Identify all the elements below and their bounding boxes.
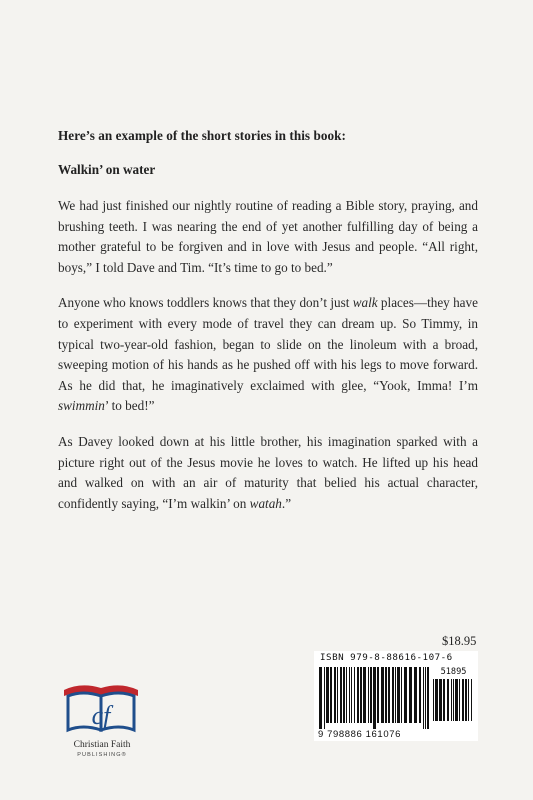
excerpt-block [58,128,478,529]
main-barcode-icon [318,667,430,729]
p3-italic-watah: watah [249,495,282,511]
barcode-block [314,651,478,741]
p3-text-a: As Davey looked down at his little brother, his imagination sparked with a picture right out of the Jesus movie he loves to watch. He lifted up his head and walked on with an air of maturity that belied his actual character, confidently saying, “I’m walkin’ on [58,433,478,511]
price-label: $18.95 [442,634,477,648]
p2-italic-walk: walk [352,295,378,311]
supplement-code: 51895 [440,667,467,677]
logo-letters: cf [91,701,111,730]
supplement-barcode-icon [432,679,475,739]
p2-text-a: Anyone who knows toddlers knows that they don’t just [58,295,353,311]
story-paragraph-3 [58,432,478,514]
p2-text-e: ’ to bed!” [104,398,155,414]
barcode-number: 9 798886 161076 [318,729,401,740]
publisher-subtitle: PUBLISHING® [77,752,127,758]
story-paragraph-2 [58,293,478,417]
p2-text-c: places—they have to experiment with every mode of travel they can dream up. So Timmy, in typical two-year-old fashion, began to slide on the linoleum with a broad, sweeping motion of his hands as he pushed off with his legs to move forward. As he did that, he imaginatively exclaimed with glee, “Yook, Imma! I’m [58,295,478,393]
story-title: Walkin’ on water [58,162,156,177]
publisher-name: Christian Faith [73,740,131,750]
story-paragraph-1: We had just finished our nightly routine of reading a Bible story, praying, and brushing teeth. I was nearing the end of yet another fulfilling day of being a mother grateful to be forgiven and in love with Jesus and people. “All right, boys,” I told Dave and Tim. “It’s time to go to bed.” [58,198,478,275]
p2-italic-swimmin: swimmin [58,398,105,414]
intro-heading: Here’s an example of the short stories in this book: [58,128,346,143]
isbn-text: ISBN 979-8-88616-107-6 [320,652,453,663]
p3-text-c: .” [281,495,292,511]
